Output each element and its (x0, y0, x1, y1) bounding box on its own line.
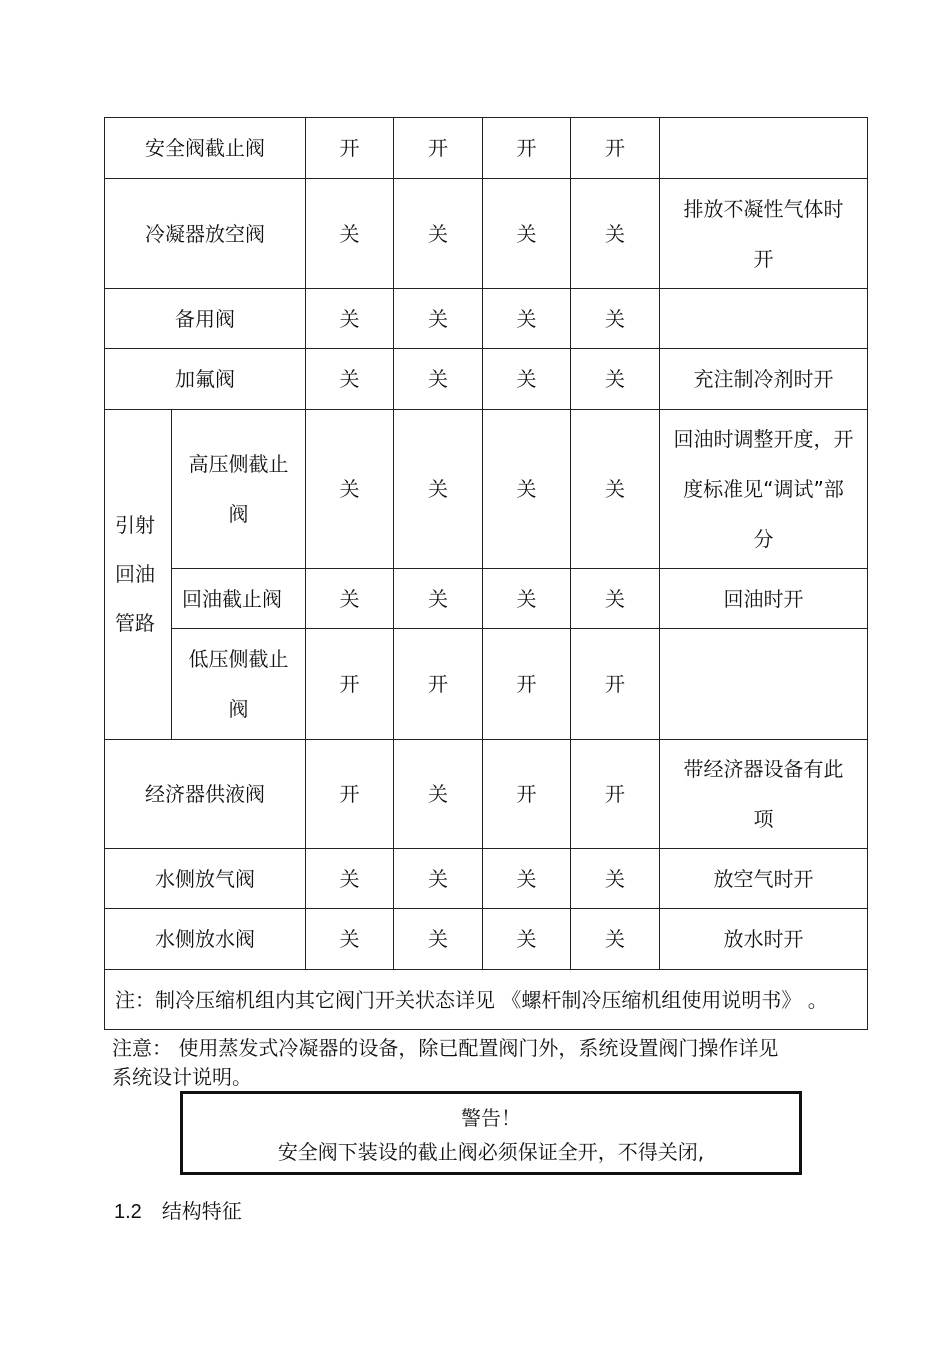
status-cell: 关 (483, 179, 571, 289)
status-cell: 关 (306, 179, 394, 289)
attention-line: 系统设计说明。 (112, 1065, 252, 1089)
remark-cell (660, 179, 868, 289)
section-heading (114, 1196, 242, 1227)
valve-name-cell: 加氟阀 (105, 349, 306, 410)
remark-cell: 充注制冷剂时开 (660, 349, 868, 410)
status-cell: 开 (483, 629, 571, 740)
remark-line: 回油时调整开度，开 (673, 427, 854, 451)
table-row (105, 849, 868, 909)
valve-name-cell (172, 410, 306, 569)
status-cell: 开 (306, 740, 394, 849)
table-note: 注：制冷压缩机组内其它阀门开关状态详见 《螺杆制冷压缩机组使用说明书》 。 (105, 970, 868, 1030)
remark-cell: 放水时开 (660, 909, 868, 970)
status-cell: 关 (394, 909, 483, 970)
remark-cell (660, 740, 868, 849)
status-cell: 关 (571, 349, 660, 410)
status-cell: 开 (571, 740, 660, 849)
status-cell: 开 (571, 629, 660, 740)
status-cell: 关 (394, 849, 483, 909)
valve-name-line: 高压侧截止 (188, 452, 289, 476)
valve-name-line: 阀 (228, 502, 249, 526)
valve-name-cell: 水侧放水阀 (105, 909, 306, 970)
status-cell: 关 (483, 410, 571, 569)
group-label-line: 引射 (115, 513, 155, 537)
status-cell: 关 (571, 179, 660, 289)
status-cell: 关 (306, 289, 394, 349)
table-row (105, 970, 868, 1030)
status-cell: 关 (306, 909, 394, 970)
attention-note (112, 1034, 832, 1092)
status-cell: 关 (306, 569, 394, 629)
valve-name-cell: 回油截止阀 (172, 569, 306, 629)
remark-cell: 回油时开 (660, 569, 868, 629)
status-cell: 关 (571, 849, 660, 909)
status-cell: 关 (483, 909, 571, 970)
status-cell: 开 (394, 118, 483, 179)
valve-status-table (104, 117, 868, 1030)
status-cell: 关 (483, 349, 571, 410)
status-cell: 开 (483, 740, 571, 849)
table-row (105, 118, 868, 179)
status-cell: 关 (306, 349, 394, 410)
remark-line: 带经济器设备有此 (683, 757, 844, 781)
status-cell: 开 (306, 629, 394, 740)
valve-name-cell (172, 629, 306, 740)
status-cell: 关 (483, 569, 571, 629)
valve-name-line: 低压侧截止 (188, 647, 289, 671)
table-row (105, 909, 868, 970)
status-cell: 关 (571, 909, 660, 970)
remark-cell (660, 118, 868, 179)
warning-title: 警告！ (461, 1106, 521, 1130)
valve-name-cell: 安全阀截止阀 (105, 118, 306, 179)
status-cell: 关 (571, 289, 660, 349)
remark-cell (660, 629, 868, 740)
valve-name-cell: 冷凝器放空阀 (105, 179, 306, 289)
remark-line: 开 (753, 246, 774, 271)
status-cell: 关 (483, 289, 571, 349)
status-cell: 关 (394, 179, 483, 289)
status-cell: 关 (394, 289, 483, 349)
remark-cell (660, 410, 868, 569)
table-row (105, 629, 868, 740)
status-cell: 关 (571, 569, 660, 629)
section-title: 结构特征 (161, 1199, 242, 1223)
valve-name-cell: 备用阀 (105, 289, 306, 349)
status-cell: 关 (394, 349, 483, 410)
table-row (105, 740, 868, 849)
status-cell: 关 (306, 849, 394, 909)
group-label-cell (105, 410, 172, 740)
status-cell: 开 (394, 629, 483, 740)
section-number: 1.2 (114, 1201, 142, 1223)
table-row (105, 289, 868, 349)
valve-name-cell: 经济器供液阀 (105, 740, 306, 849)
status-cell: 开 (571, 118, 660, 179)
group-label-line: 回油 (115, 562, 155, 586)
table-row (105, 179, 868, 289)
valve-name-cell: 水侧放气阀 (105, 849, 306, 909)
table-row (105, 569, 868, 629)
remark-line: 排放不凝性气体时 (683, 196, 844, 221)
status-cell: 关 (483, 849, 571, 909)
table-row (105, 410, 868, 569)
valve-name-line: 阀 (228, 697, 249, 721)
table-row (105, 349, 868, 410)
remark-line: 度标准见“调试”部 (683, 477, 844, 501)
status-cell: 关 (571, 410, 660, 569)
status-cell: 关 (394, 410, 483, 569)
remark-cell (660, 289, 868, 349)
status-cell: 开 (483, 118, 571, 179)
warning-box (180, 1091, 802, 1175)
remark-line: 分 (753, 527, 774, 551)
attention-line: 注意： 使用蒸发式冷凝器的设备，除已配置阀门外，系统设置阀门操作详见 (112, 1036, 779, 1060)
remark-cell: 放空气时开 (660, 849, 868, 909)
status-cell: 关 (394, 569, 483, 629)
status-cell: 关 (306, 410, 394, 569)
remark-line: 项 (753, 807, 774, 831)
warning-text: 安全阀下装设的截止阀必须保证全开，不得关闭, (277, 1140, 705, 1164)
group-label-line: 管路 (115, 611, 155, 635)
status-cell: 开 (306, 118, 394, 179)
status-cell: 关 (394, 740, 483, 849)
